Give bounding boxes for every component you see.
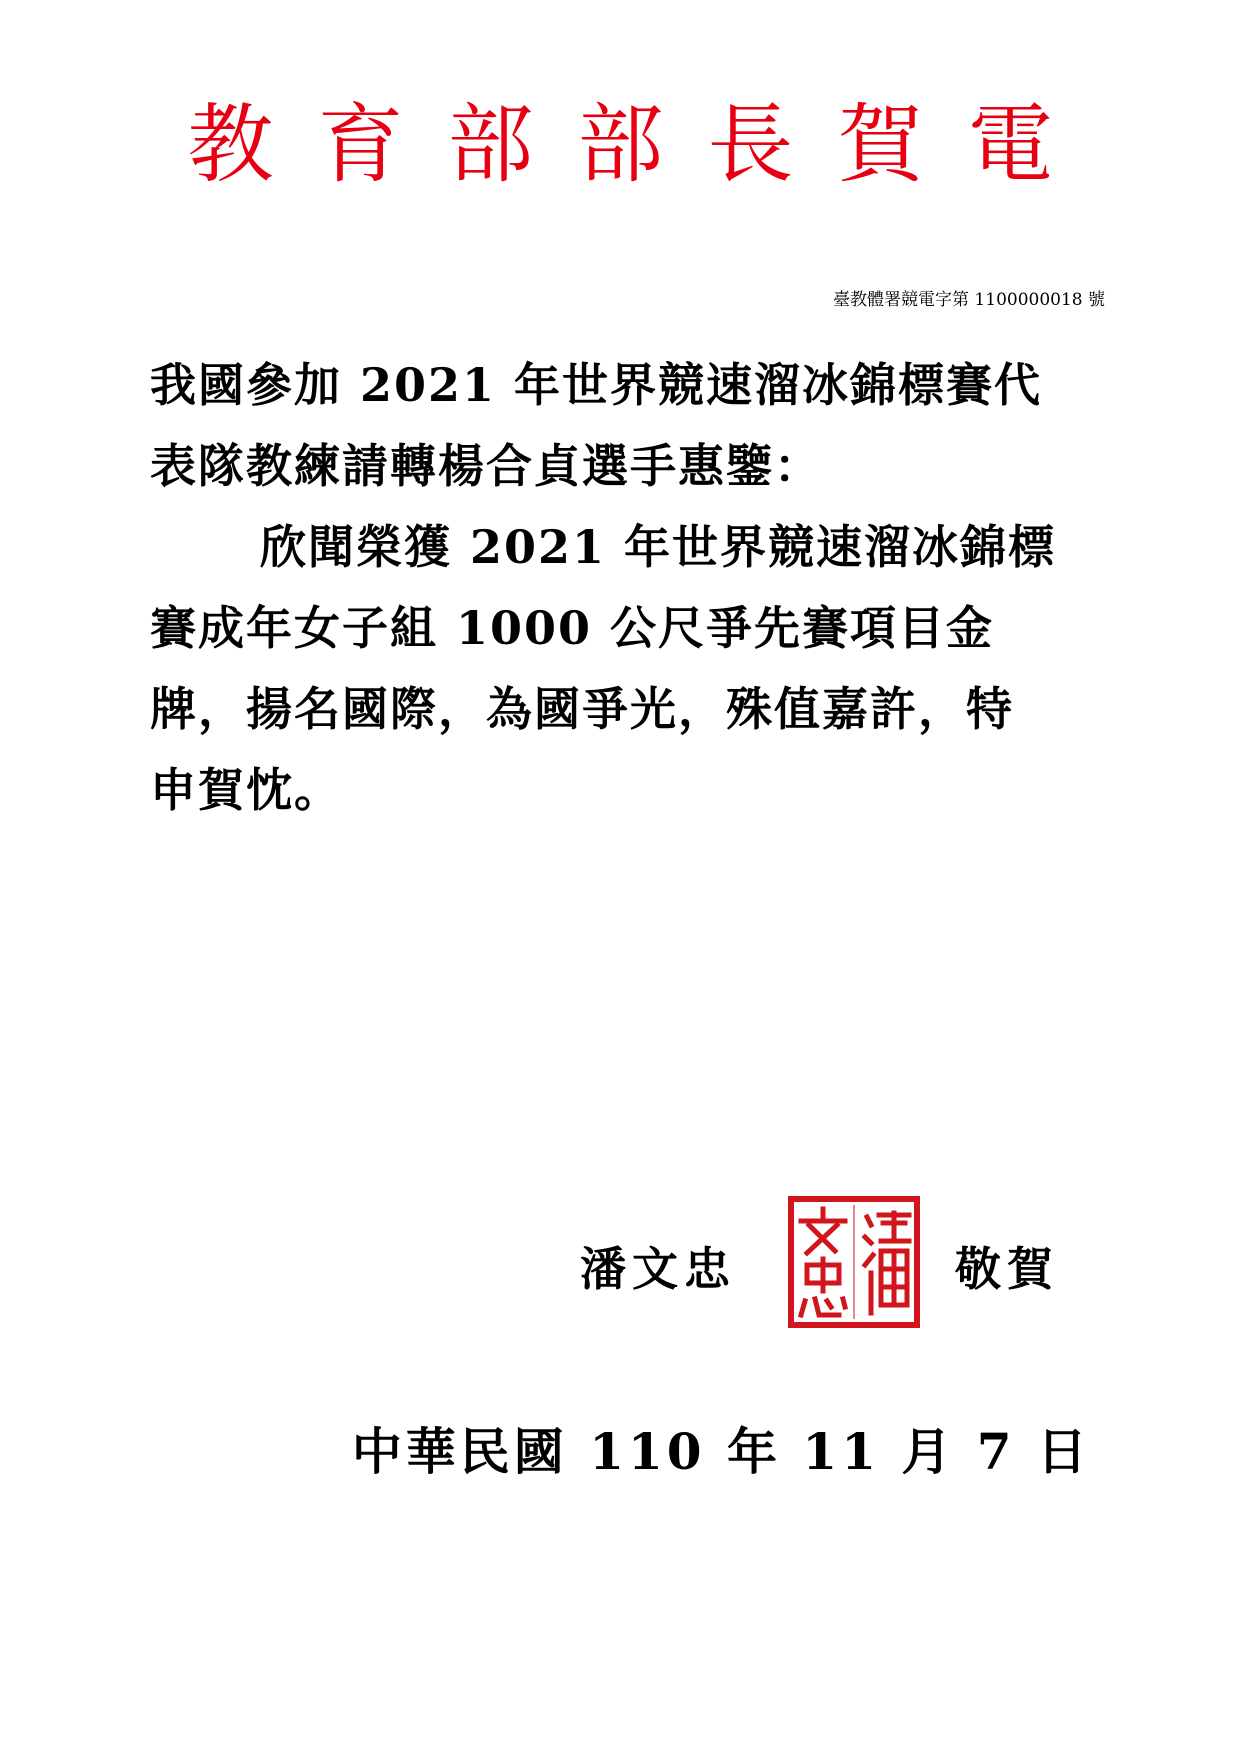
seal-stamp (787, 1195, 921, 1329)
body-line: 表隊教練請轉楊合貞選手惠鑒： (150, 439, 822, 493)
message-body (150, 345, 1100, 831)
date: 中華民國 110 年 11 月 7 日 (351, 1422, 1091, 1481)
body-line: 申賀忱。 (150, 763, 342, 817)
body-line: 牌，揚名國際，為國爭光，殊值嘉許，特 (150, 682, 1014, 736)
document-number: 臺教體署競電字第 1100000018 號 (833, 290, 1105, 310)
page-title: 教育部部長賀電 (187, 95, 1098, 195)
closing-phrase: 敬賀 (955, 1242, 1059, 1296)
signature-block (0, 1195, 1241, 1335)
body-line: 欣聞榮獲 2021 年世界競速溜冰錦標 (260, 520, 1057, 574)
body-line: 我國參加 2021 年世界競速溜冰錦標賽代 (150, 358, 1043, 412)
body-line: 賽成年女子組 1000 公尺爭先賽項目金 (150, 601, 995, 655)
signer-name: 潘文忠 (580, 1242, 736, 1296)
